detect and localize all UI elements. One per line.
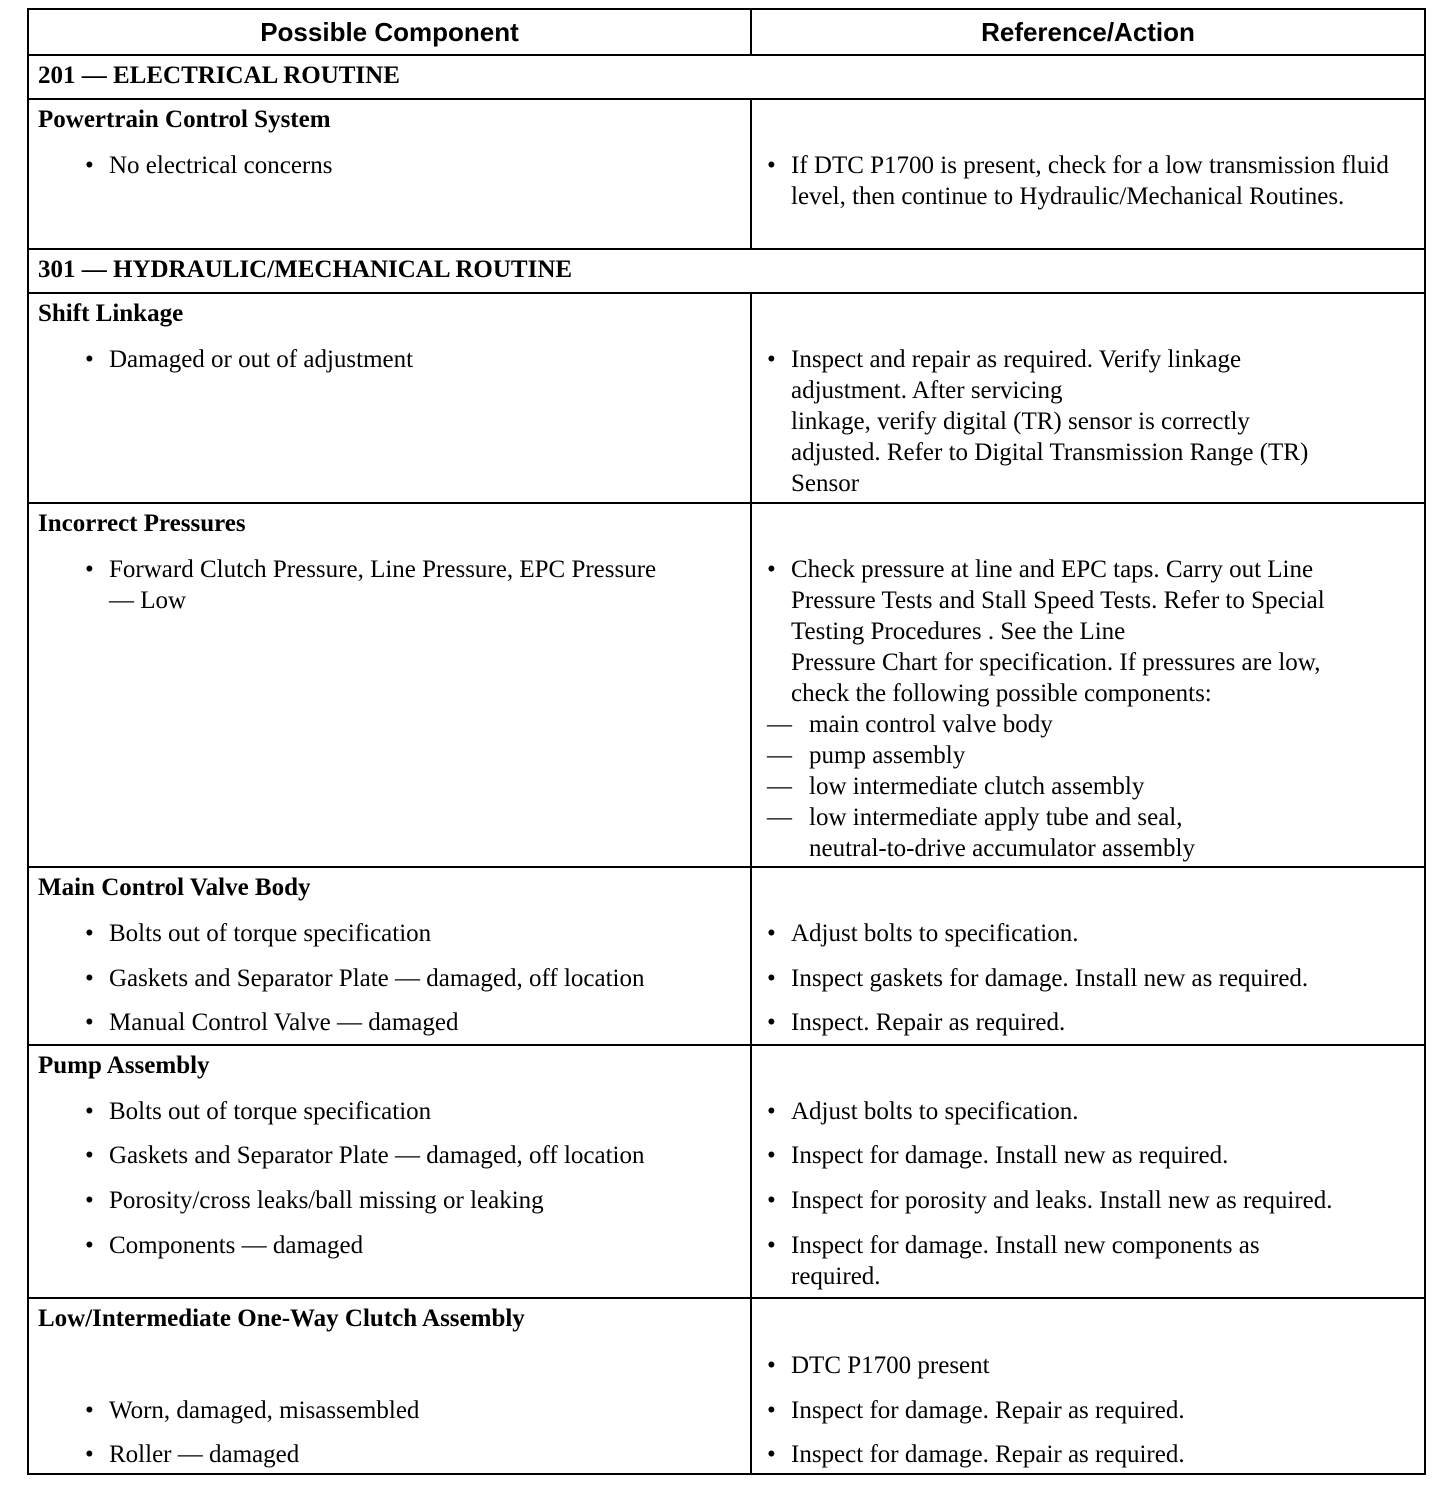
- group-shift-linkage: [29, 292, 1424, 503]
- component-item: • Gaskets and Separator Plate — damaged, off location: [85, 965, 645, 992]
- action-item: • Inspect for damage. Install new components as required.: [767, 1232, 1260, 1290]
- column-divider: [750, 1299, 752, 1473]
- action-item: • Inspect gaskets for damage. Install new as required.: [767, 965, 1309, 992]
- action-item: • Inspect for damage. Repair as required.: [767, 1441, 1185, 1468]
- group-title: Incorrect Pressures: [38, 510, 246, 537]
- action-item: • Inspect. Repair as required.: [767, 1009, 1066, 1036]
- section-row-electrical: [29, 54, 1424, 99]
- component-item: • Bolts out of torque specification: [85, 920, 432, 947]
- column-divider: [750, 868, 752, 1045]
- action-item: • If DTC P1700 is present, check for a low transmission fluid level, then continue to Hydraulic/Mechanical Routines.: [767, 152, 1389, 210]
- component-item: • No electrical concerns: [85, 152, 333, 179]
- section-title: 301 — HYDRAULIC/MECHANICAL ROUTINE: [38, 256, 573, 283]
- table-header-row: [29, 10, 1424, 54]
- component-item: • Components — damaged: [85, 1232, 364, 1259]
- sub-item: — pump assembly: [767, 742, 966, 769]
- diagnostic-table: [27, 8, 1426, 1475]
- group-title: Main Control Valve Body: [38, 874, 311, 901]
- component-item: • Bolts out of torque specification: [85, 1098, 432, 1125]
- sub-item: — main control valve body: [767, 711, 1053, 738]
- sub-item: — low intermediate apply tube and seal,: [767, 804, 1183, 831]
- component-item: • Worn, damaged, misassembled: [85, 1397, 420, 1424]
- action-item: • DTC P1700 present: [767, 1352, 990, 1379]
- action-item: • Inspect and repair as required. Verify linkage adjustment. After servicing linkage, verify digital (TR) sensor is correctly adjusted. Refer to Digital Transmission Range (TR) Sensor: [767, 346, 1309, 497]
- group-pump-assembly: [29, 1044, 1424, 1298]
- sub-item-continuation: neutral-to-drive accumulator assembly: [809, 835, 1195, 862]
- column-divider: [750, 1046, 752, 1298]
- column-divider: [750, 504, 752, 867]
- column-header-action: Reference/Action: [981, 17, 1195, 47]
- component-item: • Manual Control Valve — damaged: [85, 1009, 459, 1036]
- action-item: • Check pressure at line and EPC taps. Carry out Line Pressure Tests and Stall Speed Tests. Refer to Special Testing Procedures . See the Line Pressure Chart for specification. If pressures are low, check the following possible components:: [767, 556, 1325, 707]
- component-item: • Forward Clutch Pressure, Line Pressure, EPC Pressure — Low: [85, 556, 657, 614]
- group-incorrect-pressures: [29, 502, 1424, 867]
- group-title: Low/Intermediate One-Way Clutch Assembly: [38, 1305, 525, 1332]
- action-item: • Inspect for damage. Repair as required.: [767, 1397, 1185, 1424]
- section-row-hydraulic-mechanical: [29, 248, 1424, 293]
- group-main-control-valve-body: [29, 866, 1424, 1045]
- sub-item: — low intermediate clutch assembly: [767, 773, 1145, 800]
- component-item: • Gaskets and Separator Plate — damaged, off location: [85, 1142, 645, 1169]
- column-divider: [750, 100, 752, 249]
- column-header-component: Possible Component: [260, 17, 519, 47]
- component-item: • Porosity/cross leaks/ball missing or leaking: [85, 1187, 544, 1214]
- action-item: • Adjust bolts to specification.: [767, 1098, 1079, 1125]
- component-item: • Damaged or out of adjustment: [85, 346, 414, 373]
- group-title: Shift Linkage: [38, 300, 184, 327]
- section-title: 201 — ELECTRICAL ROUTINE: [38, 62, 400, 89]
- group-title: Pump Assembly: [38, 1052, 210, 1079]
- group-low-intermediate-one-way-clutch: [29, 1297, 1424, 1473]
- column-divider: [750, 294, 752, 503]
- component-item: • Roller — damaged: [85, 1441, 300, 1468]
- group-powertrain-control-system: [29, 98, 1424, 249]
- action-item: • Adjust bolts to specification.: [767, 920, 1079, 947]
- action-item: • Inspect for damage. Install new as required.: [767, 1142, 1229, 1169]
- group-title: Powertrain Control System: [38, 106, 331, 133]
- action-item: • Inspect for porosity and leaks. Install new as required.: [767, 1187, 1333, 1214]
